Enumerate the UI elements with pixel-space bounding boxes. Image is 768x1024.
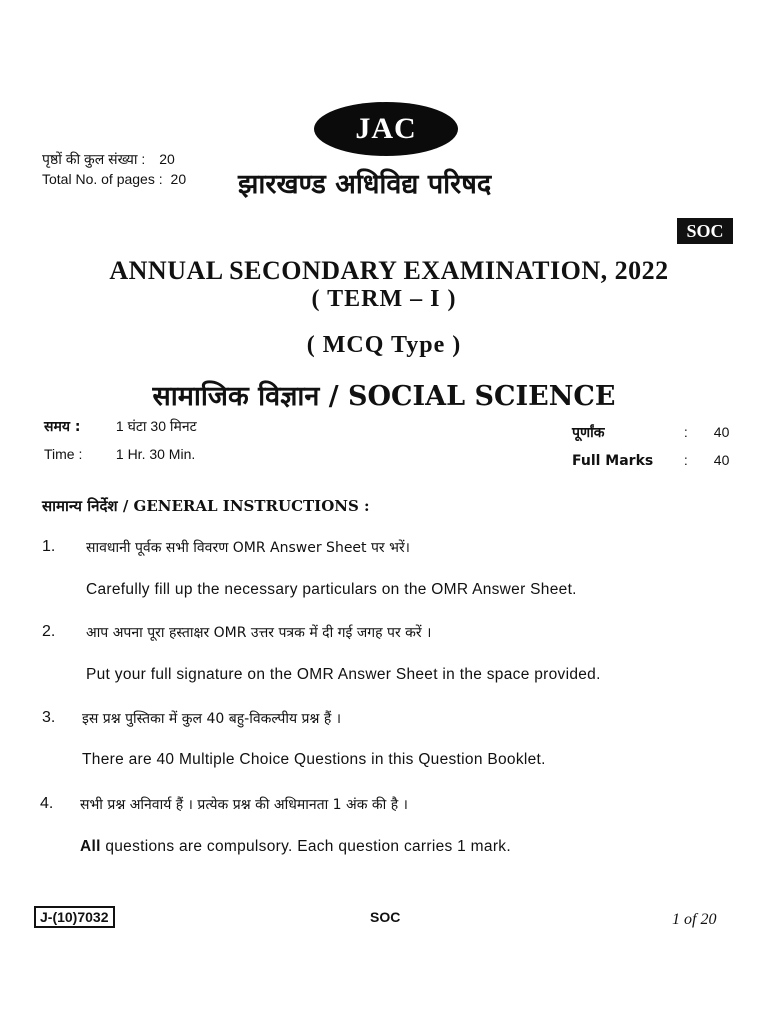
instruction-4-english-bold: All bbox=[80, 838, 101, 855]
marks-hindi-label: पूर्णांक bbox=[572, 425, 605, 441]
marks-english-value: 40 bbox=[713, 452, 730, 468]
general-instructions-heading bbox=[42, 496, 370, 516]
pages-hindi-label: पृष्ठों की कुल संख्या : bbox=[42, 151, 146, 167]
pages-english-label: Total No. of pages : bbox=[42, 171, 163, 187]
instruction-4-hindi: सभी प्रश्न अनिवार्य हैं । प्रत्येक प्रश्न की अधिमानता 1 अंक की है । bbox=[80, 797, 408, 813]
time-hindi-value: 1 घंटा 30 मिनट bbox=[115, 418, 197, 434]
instruction-3-hindi: इस प्रश्न पुस्तिका में कुल 40 बहु-विकल्पीय प्रश्न हैं । bbox=[82, 711, 342, 727]
marks-hindi-value: 40 bbox=[713, 424, 730, 440]
instruction-3-english: There are 40 Multiple Choice Questions in this Question Booklet. bbox=[82, 751, 546, 768]
pages-hindi bbox=[42, 150, 175, 169]
marks-english-label: Full Marks bbox=[572, 453, 654, 469]
instruction-number: 1. bbox=[42, 538, 56, 555]
exam-type: ( MCQ Type ) bbox=[306, 332, 462, 358]
time-english-value: 1 Hr. 30 Min. bbox=[115, 446, 196, 462]
exam-title: ANNUAL SECONDARY EXAMINATION, 2022 bbox=[109, 256, 669, 285]
time-hindi-label: समय : bbox=[44, 419, 81, 435]
instruction-1-hindi: सावधानी पूर्वक सभी विवरण OMR Answer Sheet पर भरें। bbox=[86, 540, 410, 556]
time-hindi bbox=[44, 417, 197, 436]
instruction-number: 3. bbox=[42, 709, 56, 726]
pages-english bbox=[42, 171, 186, 187]
pages-english-value: 20 bbox=[170, 171, 187, 187]
footer-subject: SOC bbox=[370, 909, 401, 925]
subject-code-badge: SOC bbox=[677, 218, 733, 244]
jac-logo bbox=[314, 102, 458, 156]
instruction-4-english bbox=[80, 838, 511, 856]
gi-heading-hindi: सामान्य निर्देश bbox=[42, 497, 118, 515]
exam-term: ( TERM – I ) bbox=[311, 286, 457, 312]
board-name: झारखण्ड अधिविद्य परिषद bbox=[238, 169, 492, 200]
marks-english: Full Marks : 40 bbox=[572, 452, 730, 469]
time-english bbox=[44, 446, 195, 462]
instruction-number: 2. bbox=[42, 623, 56, 640]
gi-heading-english: / GENERAL INSTRUCTIONS : bbox=[122, 497, 370, 515]
instruction-number: 4. bbox=[40, 795, 54, 812]
instruction-2-english: Put your full signature on the OMR Answer Sheet in the space provided. bbox=[86, 666, 601, 683]
pages-hindi-value: 20 bbox=[159, 151, 175, 167]
logo-text: JAC bbox=[355, 112, 417, 145]
exam-subject: सामाजिक विज्ञान / SOCIAL SCIENCE bbox=[152, 381, 616, 412]
footer-booklet-code: J-(10)7032 bbox=[34, 906, 115, 928]
time-english-label: Time : bbox=[44, 446, 83, 462]
instruction-4-english-rest: questions are compulsory. Each question carries 1 mark. bbox=[100, 838, 511, 855]
instruction-2-hindi: आप अपना पूरा हस्ताक्षर OMR उत्तर पत्रक में दी गई जगह पर करें । bbox=[86, 625, 432, 641]
instruction-1-english: Carefully fill up the necessary particulars on the OMR Answer Sheet. bbox=[86, 581, 577, 598]
marks-hindi: पूर्णांक : 40 bbox=[572, 424, 730, 441]
footer-page-number: 1 of 20 bbox=[672, 911, 717, 928]
